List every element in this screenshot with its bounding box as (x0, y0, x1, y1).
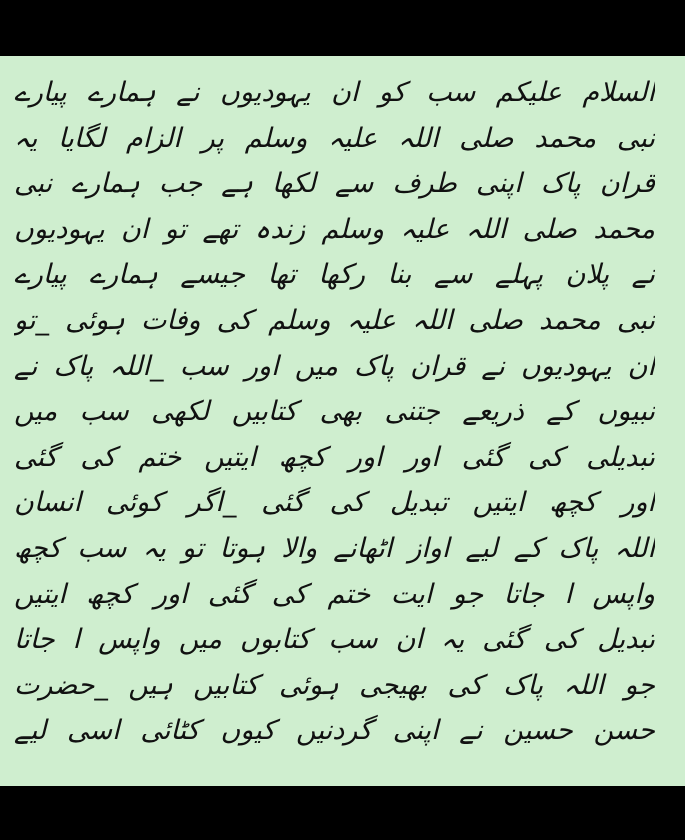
text-line-12: واپس ا جاتا جو ایت ختم کی گئی اور کچھ ایتیں (14, 578, 655, 610)
text-line-1: السلام علیکم سب کو ان یہودیوں نے ہمارے پیارے (14, 77, 655, 108)
text-line-11: اللہ پاک کے لیے اواز اٹھانے والا ہوتا تو یہ سب کچھ (14, 532, 655, 564)
text-line-10: اور کچھ ایتیں تبدیل کی گئی _اگر کوئی انسان (14, 487, 655, 519)
text-line-8: نبیوں کے ذریعے جتنی بھی کتابیں لکھی سب میں (14, 396, 655, 428)
text-line-14: جو اللہ پاک کی بھیجی ہوئی کتابیں ہیں _حضرت (14, 669, 655, 701)
text-line-5: نے پلان پہلے سے بنا رکھا تھا جیسے ہمارے پیارے (14, 259, 655, 291)
text-line-3: قران پاک اپنی طرف سے لکھا ہے جب ہمارے نبی (14, 168, 655, 200)
text-line-9: تبدیلی کی گئی اور اور کچھ ایتیں ختم کی گئی (14, 441, 655, 473)
text-line-2: نبی محمد صلی اللہ علیہ وسلم پر الزام لگایا یہ (14, 122, 655, 154)
post-text-card (0, 56, 685, 786)
text-line-13: تبدیل کی گئی یہ ان سب کتابوں میں واپس ا جاتا (14, 624, 655, 656)
text-line-7: ان یہودیوں نے قران پاک میں اور سب _اللہ پاک نے (14, 350, 655, 382)
text-line-15: حسن حسین نے اپنی گردنیں کیوں کٹائی اسی لیے (14, 715, 655, 747)
text-line-6: نبی محمد صلی اللہ علیہ وسلم کی وفات ہوئی _تو (14, 304, 655, 336)
text-line-4: محمد صلی اللہ علیہ وسلم زندہ تھے تو ان یہودیوں (14, 213, 655, 245)
